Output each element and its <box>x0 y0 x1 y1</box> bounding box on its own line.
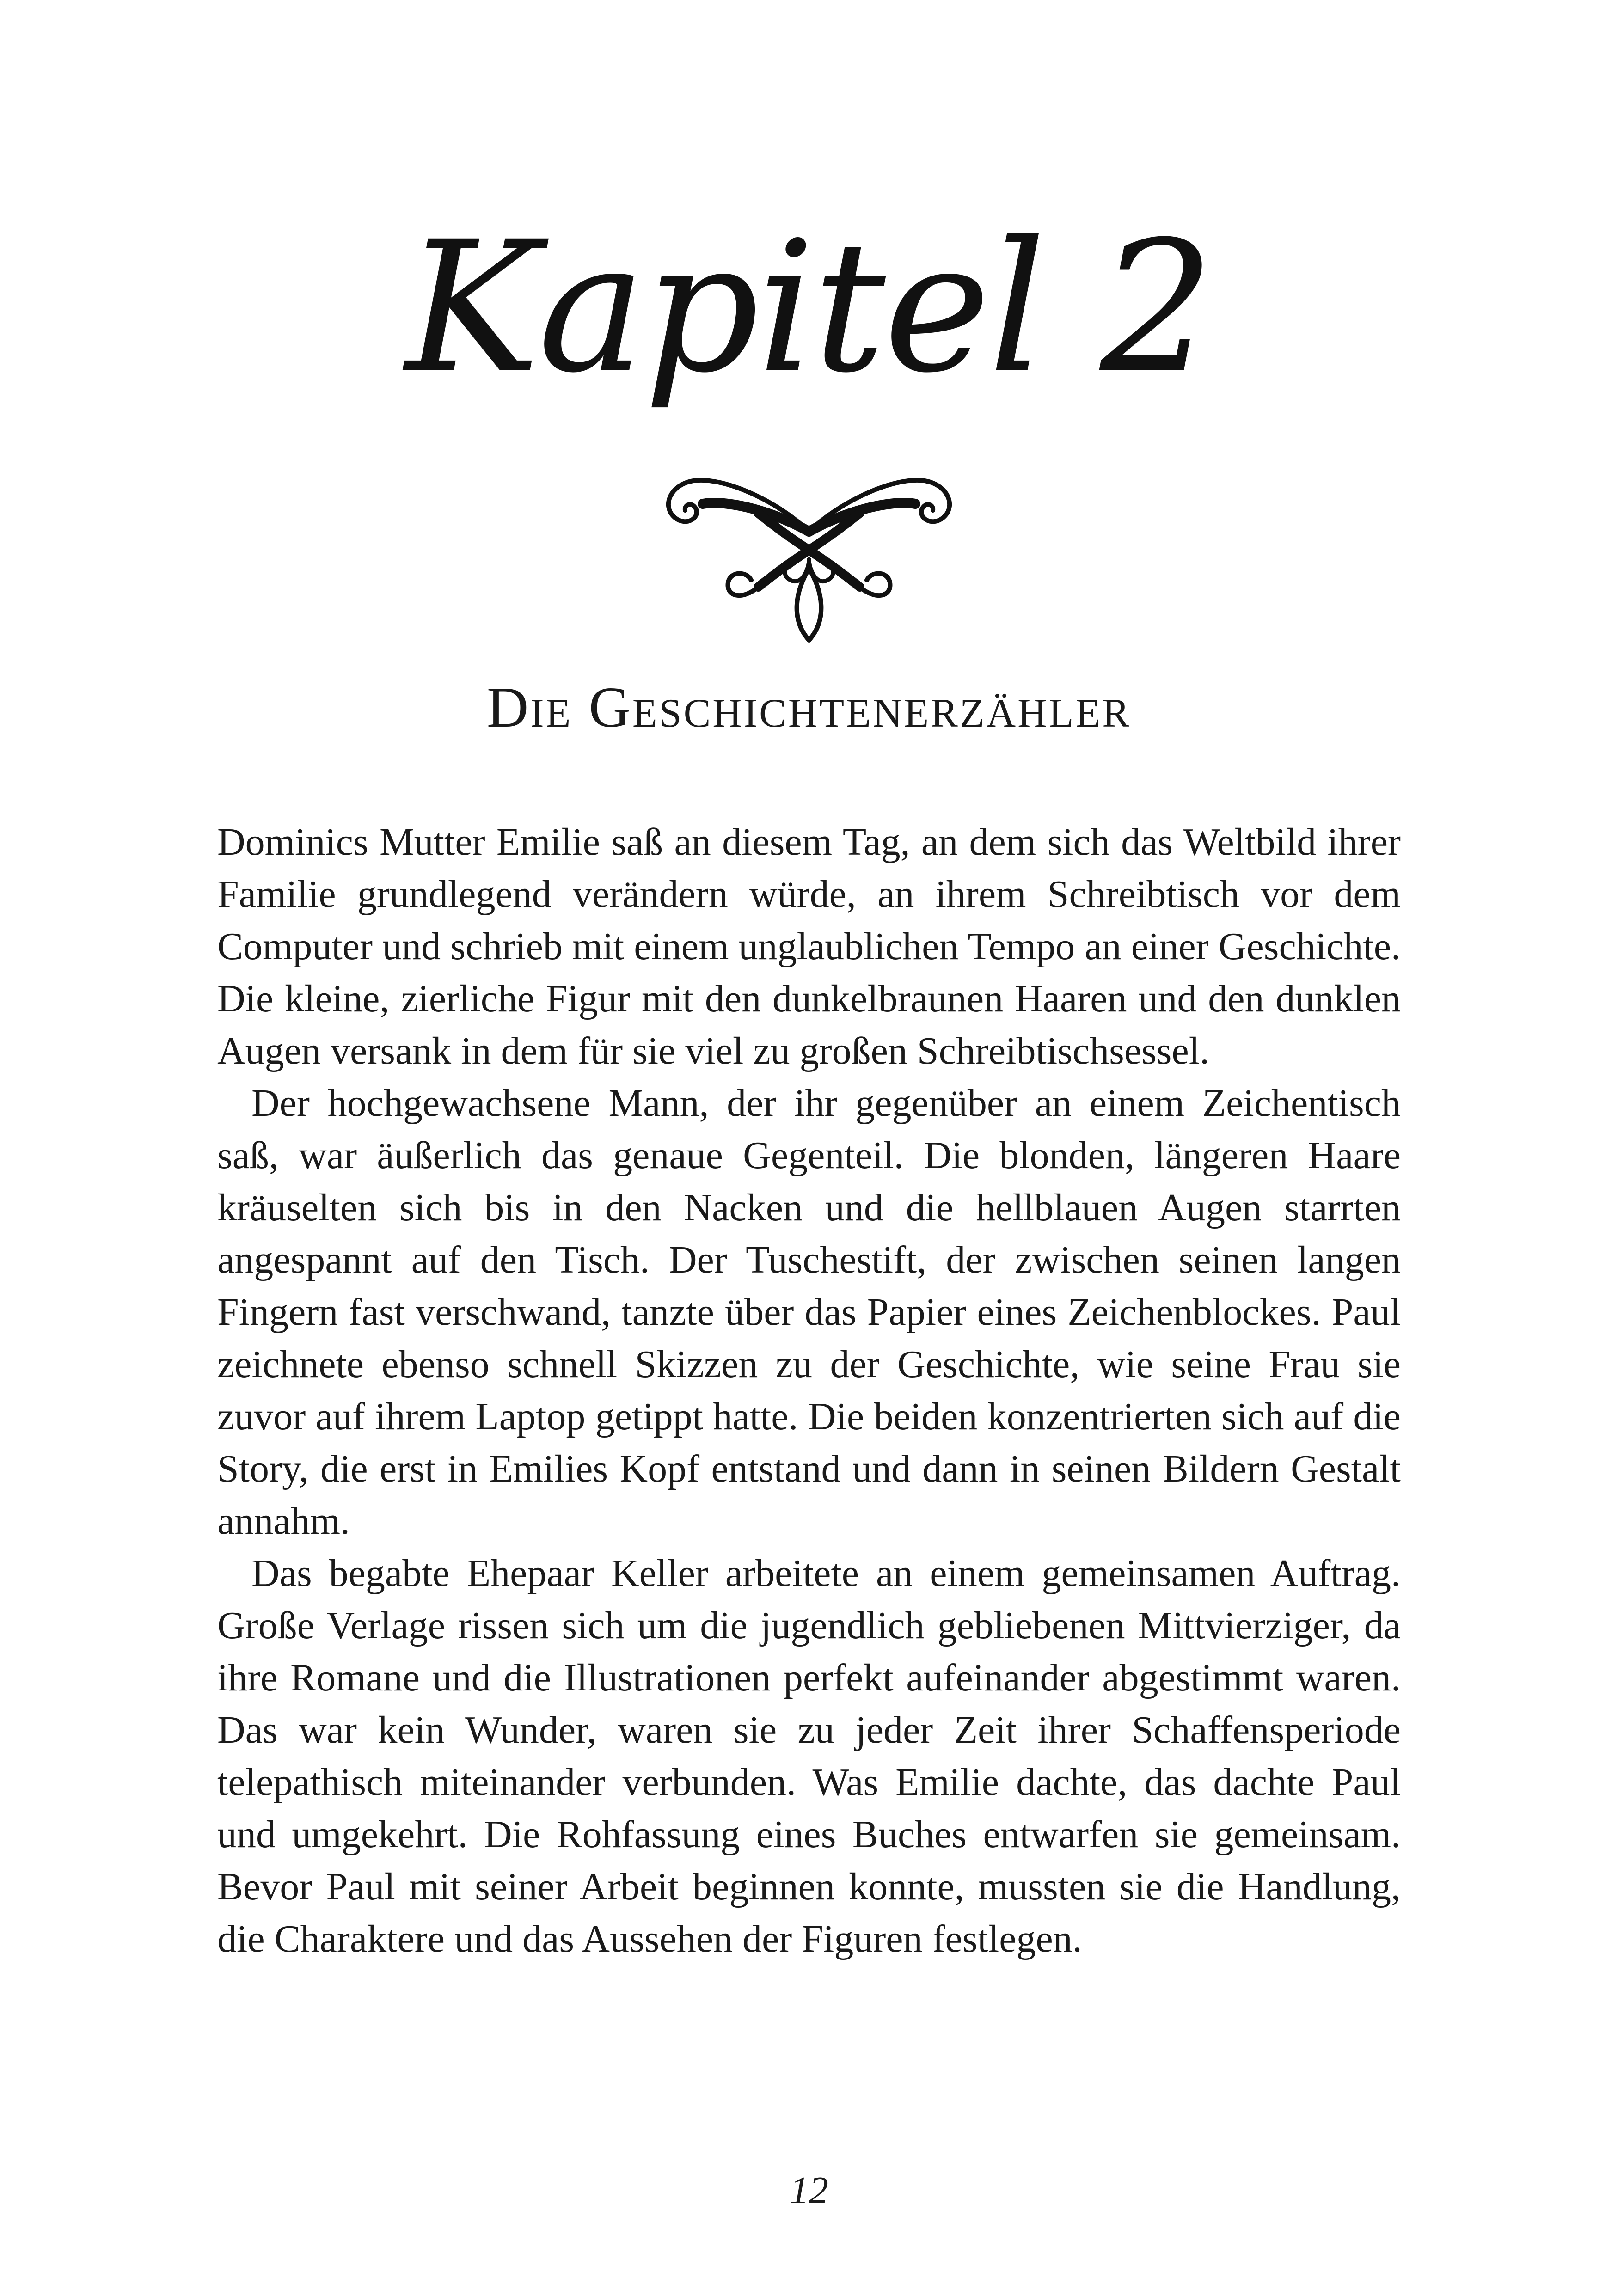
chapter-title: Kapitel 2 <box>405 202 1213 412</box>
paragraph: Das begabte Ehepaar Keller arbeitete an einem gemeinsamen Auftrag. Große Verlage rissen sich um die jugendlich gebliebenen Mittvierziger, da ihre Romane und die Illustrationen perfekt aufeinander abgestimmt waren. Das war kein Wunder, waren sie zu jeder Zeit ihrer Schaffensperiode telepathisch miteinander verbunden. Was Emilie dachte, das dachte Paul und umgekehrt. Die Rohfassung eines Buches entwarfen sie gemeinsam. Bevor Paul mit seiner Arbeit beginnen konnte, mussten sie die Handlung, die Charaktere und das Aussehen der Figuren festlegen. <box>217 1552 1401 1960</box>
paragraph: Der hochgewachsene Mann, der ihr gegenüber an einem Zeichentisch saß, war äußerlich das genaue Gegenteil. Die blonden, längeren Haare kräuselten sich bis in den Nacken und die hellblauen Augen starrten angespannt auf den Tisch. Der Tuschestift, der zwischen seinen langen Fingern fast verschwand, tanzte über das Papier eines Zeichenblockes. Paul zeichnete ebenso schnell Skizzen zu der Geschichte, wie seine Frau sie zuvor auf ihrem Laptop getippt hatte. Die beiden konzentrierten sich auf die Story, die erst in Emilies Kopf entstand und dann in seinen Bildern Gestalt annahm. <box>217 1082 1401 1543</box>
chapter-subtitle: Die Geschichtenerzähler <box>487 676 1131 740</box>
page-number: 12 <box>790 2169 828 2212</box>
chapter-body <box>217 816 1401 1965</box>
flourish-ornament-icon <box>643 462 975 647</box>
paragraph: Dominics Mutter Emilie saß an diesem Tag, an dem sich das Weltbild ihrer Familie grundlegend verändern würde, an ihrem Schreibtisch vor dem Computer und schrieb mit einem unglaublichen Tempo an einer Geschichte. Die kleine, zierliche Figur mit den dunkelbraunen Haaren und den dunklen Augen versank in dem für sie viel zu großen Schreibtischsessel. <box>217 820 1401 1072</box>
